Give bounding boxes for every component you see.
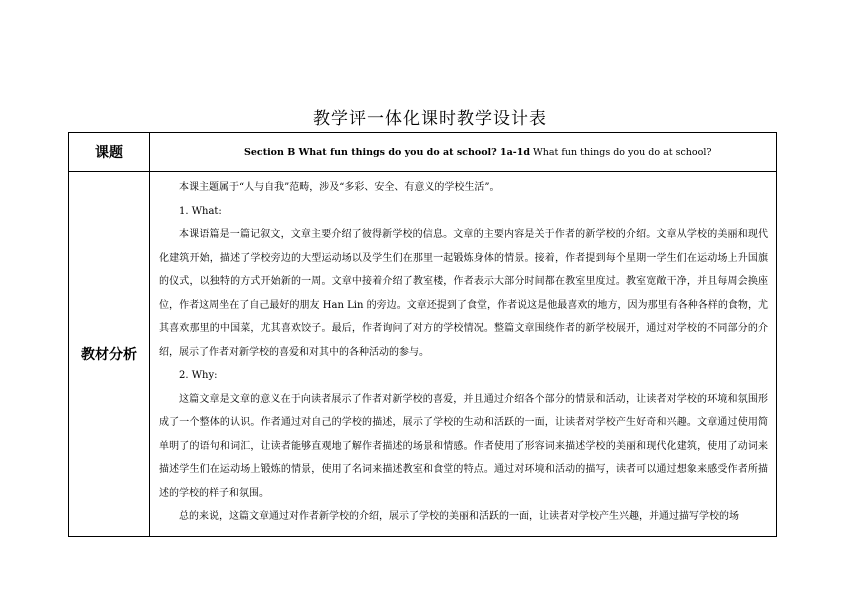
topic-question: What fun things do you do at school? <box>529 146 712 158</box>
topic-value <box>150 133 777 172</box>
summary-text: 总的来说，这篇文章通过对作者新学校的介绍，展示了学校的美丽和活跃的一面，让读者对学校产生兴趣，并通过描写学校的场 <box>179 511 739 522</box>
topic-row <box>69 133 777 172</box>
analysis-content <box>150 172 777 537</box>
analysis-row <box>69 172 777 537</box>
topic-label: 课题 <box>69 133 150 172</box>
why-heading: 2. Why: <box>179 370 218 381</box>
what-text: 本课语篇是一篇记叙文，文章主要介绍了彼得新学校的信息。文章的主要内容是关于作者的新学校的介绍。文章从学校的美丽和现代化建筑开始，描述了学校旁边的大型运动场以及学生们在那里一起锻炼身体的情景。接着，作者提到每个星期一学生们在运动场上升国旗的仪式，以独特的方式开始新的一周。文章中接着介绍了教室楼，作者表示大部分时间都在教室里度过。教室宽敞干净，并且每周会换座位，作者这周坐在了自己最好的朋友 Han Lin 的旁边。文章还提到了食堂，作者说这是他最喜欢的地方，因为那里有各种各样的食物，尤其喜欢那里的中国菜，尤其喜欢饺子。最后，作者询问了对方的学校情况。整篇文章围绕作者的新学校展开，通过对学校的不同部分的介绍，展示了作者对新学校的喜爱和对其中的各种活动的参与。 <box>159 229 768 358</box>
analysis-label: 教材分析 <box>69 172 150 537</box>
why-text: 这篇文章是文章的意义在于向读者展示了作者对新学校的喜爱，并且通过介绍各个部分的情景和活动，让读者对学校的环境和氛围形成了一个整体的认识。作者通过对自己的学校的描述，展示了学校的生动和活跃的一面，让读者对学校产生好奇和兴趣。文章通过使用简单明了的语句和词汇，让读者能够直观地了解作者描述的场景和情感。作者使用了形容词来描述学校的美丽和现代化建筑，使用了动词来描述学生们在运动场上锻炼的情景，使用了名词来描述教室和食堂的特点。通过对环境和活动的描写，读者可以通过想象来感受作者所描述的学校的样子和氛围。 <box>159 393 768 499</box>
analysis-intro: 本课主题属于“人与自我”范畴，涉及“多彩、安全、有意义的学校生活”。 <box>179 182 500 193</box>
topic-section: Section B What fun things do you do at school? 1a-1d <box>244 146 530 158</box>
lesson-plan-table <box>68 132 777 537</box>
what-heading: 1. What: <box>179 205 222 217</box>
page-title: 教学评一体化课时教学设计表 <box>313 109 547 129</box>
